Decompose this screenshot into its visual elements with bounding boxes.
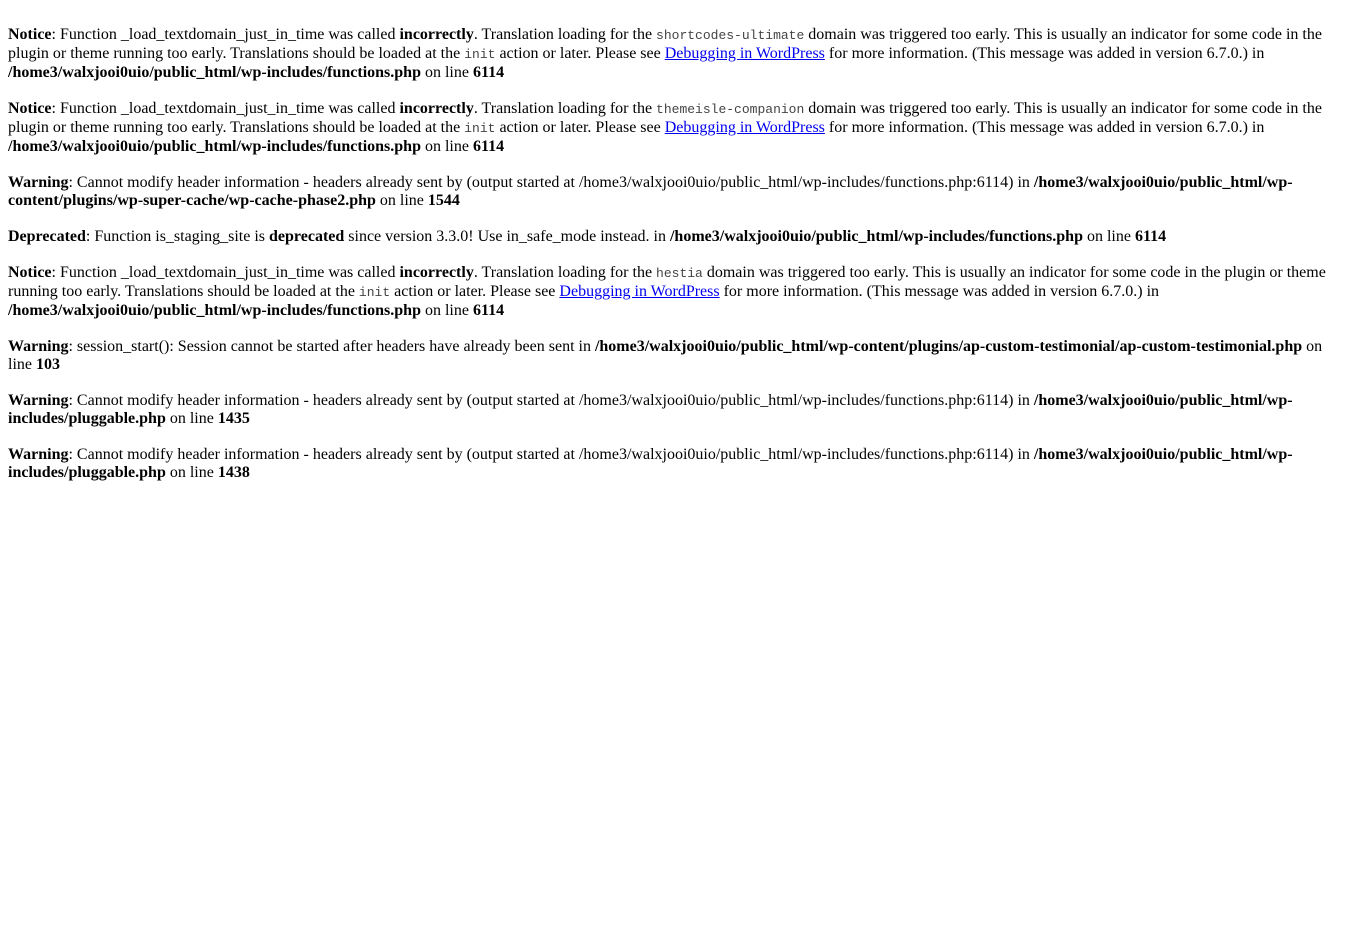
message-text: : session_start(): Session cannot be started after headers have already been sent in (68, 338, 595, 355)
message-text: : Cannot modify header information - headers already sent by (output started at /home3/walxjooi0uio/public_html/wp-includes/functions.php:6114) in (68, 446, 1034, 463)
debugging-wordpress-link[interactable]: Debugging in WordPress (664, 45, 825, 62)
deprecated-message (8, 228, 1342, 246)
notice-message (8, 26, 1342, 82)
message-text: : Cannot modify header information - headers already sent by (output started at /home3/walxjooi0uio/public_html/wp-includes/functions.php:6114) in (68, 392, 1034, 409)
line-number: 6114 (1134, 228, 1167, 245)
debugging-wordpress-link[interactable]: Debugging in WordPress (664, 119, 825, 136)
message-text: action or later. Please see (390, 283, 560, 300)
line-number: 1438 (217, 464, 250, 481)
message-text: action or later. Please see (495, 45, 665, 62)
warning-message (8, 174, 1342, 210)
message-text: . Translation loading for the (473, 264, 657, 281)
textdomain-code: hestia (656, 266, 703, 281)
file-path: /home3/walxjooi0uio/public_html/wp-includes/functions.php (669, 228, 1083, 245)
message-level: Warning (8, 392, 69, 409)
message-text: : Function _load_textdomain_just_in_time was called (51, 100, 400, 117)
message-emphasis: incorrectly (399, 264, 474, 281)
line-number: 1544 (427, 192, 460, 209)
action-code: init (464, 121, 496, 136)
message-text: on line (375, 192, 428, 209)
message-text: . Translation loading for the (473, 100, 657, 117)
message-emphasis: deprecated (269, 228, 345, 245)
file-path: /home3/walxjooi0uio/public_html/wp-includes/functions.php (8, 302, 421, 319)
message-text: on line (8, 338, 1323, 373)
line-number: 6114 (472, 302, 505, 319)
notice-message (8, 264, 1342, 320)
file-path: /home3/walxjooi0uio/public_html/wp-content/plugins/ap-custom-testimonial/ap-custom-testimonial.php (594, 338, 1303, 355)
line-number: 1435 (217, 410, 250, 427)
textdomain-code: themeisle-companion (656, 102, 805, 117)
message-level: Deprecated (8, 228, 86, 245)
action-code: init (464, 47, 496, 62)
notice-message (8, 100, 1342, 156)
message-text: on line (165, 464, 218, 481)
message-text: on line (165, 410, 218, 427)
message-text: for more information. (This message was added in version 6.7.0.) in (824, 119, 1265, 136)
message-level: Notice (8, 26, 52, 43)
line-number: 6114 (472, 138, 505, 155)
message-text: since version 3.3.0! Use in_safe_mode instead. in (344, 228, 670, 245)
message-text: on line (420, 64, 473, 81)
message-text: for more information. (This message was added in version 6.7.0.) in (719, 283, 1160, 300)
message-emphasis: incorrectly (399, 100, 474, 117)
message-text: on line (420, 302, 473, 319)
message-text: : Function _load_textdomain_just_in_time was called (51, 26, 400, 43)
file-path: /home3/walxjooi0uio/public_html/wp-includes/functions.php (8, 64, 421, 81)
file-path: /home3/walxjooi0uio/public_html/wp-includes/pluggable.php (8, 446, 1293, 481)
line-number: 103 (36, 356, 60, 373)
message-text: : Cannot modify header information - headers already sent by (output started at /home3/walxjooi0uio/public_html/wp-includes/functions.php:6114) in (68, 174, 1034, 191)
line-number: 6114 (472, 64, 505, 81)
debugging-wordpress-link[interactable]: Debugging in WordPress (559, 283, 720, 300)
warning-message (8, 392, 1342, 428)
action-code: init (358, 285, 391, 300)
file-path: /home3/walxjooi0uio/public_html/wp-includes/functions.php (8, 138, 421, 155)
message-text: for more information. (This message was added in version 6.7.0.) in (824, 45, 1265, 62)
file-path: /home3/walxjooi0uio/public_html/wp-includes/pluggable.php (8, 392, 1293, 427)
file-path: /home3/walxjooi0uio/public_html/wp-content/plugins/wp-super-cache/wp-cache-phase2.php (8, 174, 1293, 209)
message-text: domain was triggered too early. This is usually an indicator for some code in the plugin or theme running too early. Translations should be loaded at the (8, 26, 1322, 62)
warning-message (8, 338, 1342, 374)
message-text: domain was triggered too early. This is usually an indicator for some code in the plugin or theme running too early. Translations should be loaded at the (8, 264, 1326, 300)
message-text: on line (1082, 228, 1135, 245)
message-level: Notice (8, 100, 52, 117)
message-text: action or later. Please see (495, 119, 665, 136)
message-level: Warning (8, 446, 69, 463)
message-text: : Function is_staging_site is (85, 228, 270, 245)
message-text: . Translation loading for the (473, 26, 657, 43)
message-text: on line (420, 138, 473, 155)
message-level: Notice (8, 264, 52, 281)
textdomain-code: shortcodes-ultimate (656, 28, 805, 43)
message-level: Warning (8, 174, 69, 191)
message-level: Warning (8, 338, 69, 355)
message-text: : Function _load_textdomain_just_in_time was called (51, 264, 400, 281)
warning-message (8, 446, 1342, 482)
message-emphasis: incorrectly (399, 26, 474, 43)
message-text: domain was triggered too early. This is usually an indicator for some code in the plugin or theme running too early. Translations should be loaded at the (8, 100, 1322, 136)
